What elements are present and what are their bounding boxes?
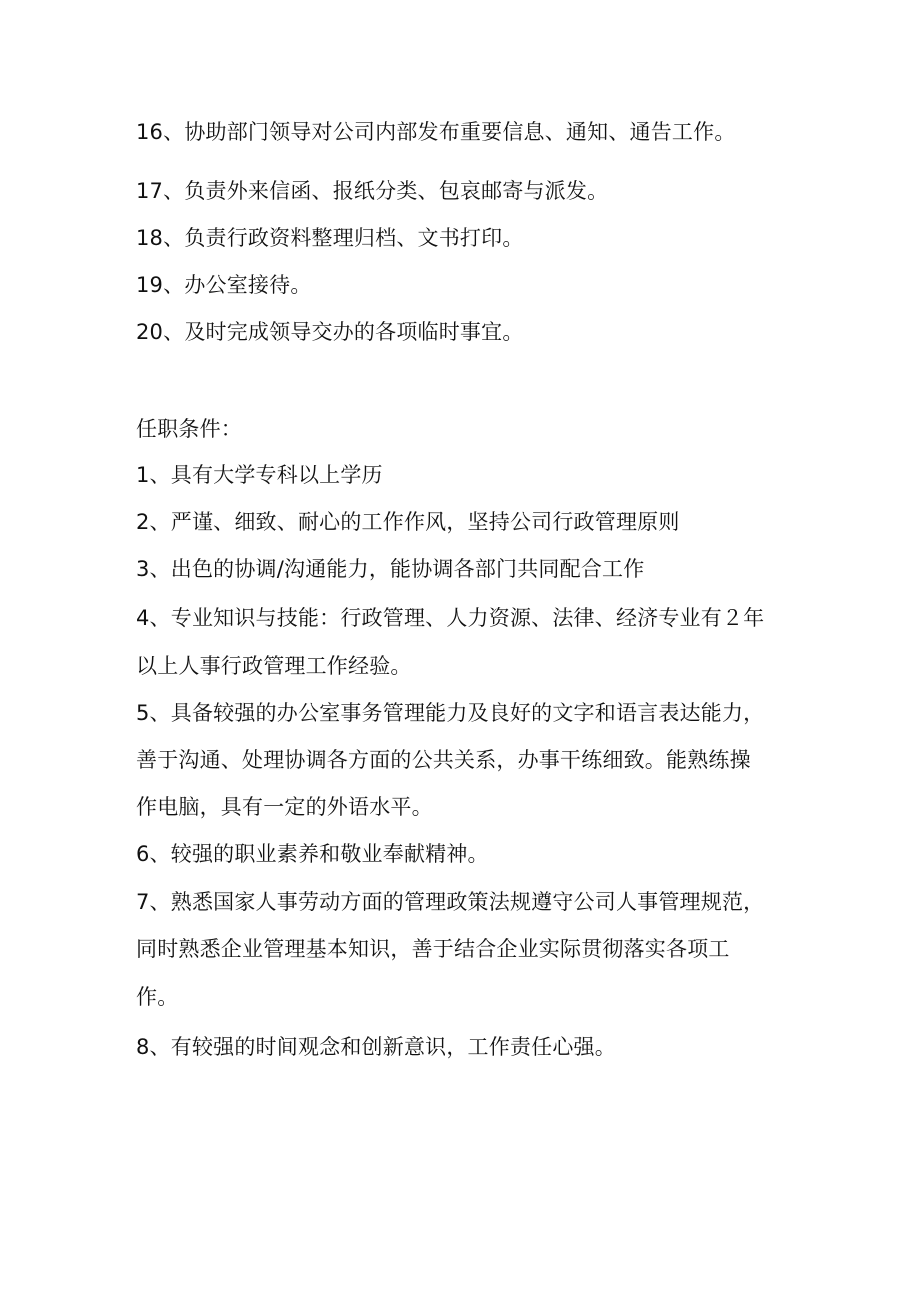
requirement-item-1: 1、具有大学专科以上学历 [136,463,383,487]
requirement-item-7-line-3: 作。 [136,985,179,1009]
requirement-item-4-line-2: 以上人事行政管理工作经验。 [136,654,412,678]
duty-item-18: 18、负责行政资料整理归档、文书打印。 [136,226,524,250]
requirements-heading: 任职条件： [136,417,242,441]
requirement-item-5-line-1: 5、具备较强的办公室事务管理能力及良好的文字和语言表达能力， [136,701,765,725]
requirement-item-7-line-1: 7、熟悉国家人事劳动方面的管理政策法规遵守公司人事管理规范， [136,890,765,914]
duty-item-17: 17、负责外来信函、报纸分类、包哀邮寄与派发。 [136,179,609,203]
requirement-item-5-line-2: 善于沟通、处理协调各方面的公共关系，办事干练细致。能熟练操 [136,748,751,772]
requirement-item-6: 6、较强的职业素养和敬业奉献精神。 [136,842,489,866]
requirement-item-5-line-3: 作电脑，具有一定的外语水平。 [136,795,433,819]
requirement-item-2: 2、严谨、细致、耐心的工作作风，坚持公司行政管理原则 [136,510,680,534]
requirement-item-4-line-1: 4、专业知识与技能：行政管理、人力资源、法律、经济专业有２年 [136,606,765,630]
requirement-item-7-line-2: 同时熟悉企业管理基本知识，善于结合企业实际贯彻落实各项工 [136,937,730,961]
requirement-item-8: 8、有较强的时间观念和创新意识，工作责任心强。 [136,1035,616,1059]
duty-item-20: 20、及时完成领导交办的各项临时事宜。 [136,320,524,344]
requirement-item-3: 3、出色的协调/沟通能力，能协调各部门共同配合工作 [136,557,645,581]
duty-item-19: 19、办公室接待。 [136,273,312,297]
duty-item-16: 16、协助部门领导对公司内部发布重要信息、通知、通告工作。 [136,120,736,144]
